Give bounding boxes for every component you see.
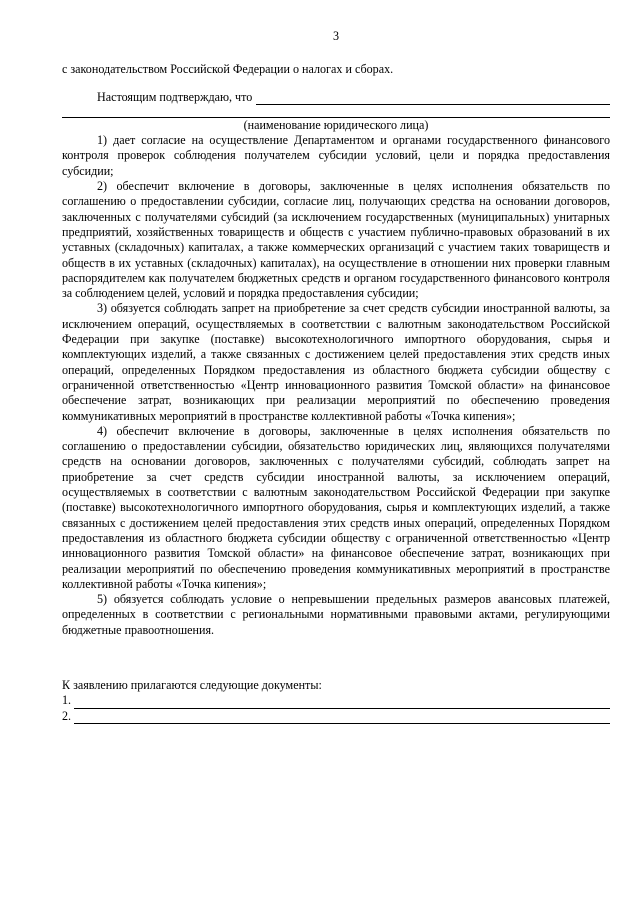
confirm-row <box>62 90 610 105</box>
attachment-row-1 <box>62 693 610 708</box>
attachment-blank-1[interactable] <box>74 696 610 709</box>
clause-3: 3) обязуется соблюдать запрет на приобретение за счет средств субсидии иностранной валюты, за исключением операций, осуществляемых в соответствии с валютным законодательством Российской Федерации при закупке (поставке) высокотехнологичного импортного оборудования, сырья и комплектующих изделий, а также связанных с достижением целей предоставления этих средств иных операций, определенных Порядком предоставления из областного бюджета субсидии обществу с ограниченной ответственностью «Центр инновационного развития Томской области» на финансовое обеспечение затрат, возникающих при реализации мероприятий по обеспечению проведения коммуникативных мероприятий в пространстве коллективной работы «Точка кипения»; <box>62 301 610 423</box>
entity-name-blank[interactable] <box>256 92 610 105</box>
attachments-heading: К заявлению прилагаются следующие документы: <box>62 677 322 692</box>
page-number: 3 <box>332 29 340 43</box>
entity-name-blank-continuation[interactable] <box>62 105 610 118</box>
attachment-blank-2[interactable] <box>74 711 610 724</box>
clause-5: 5) обязуется соблюдать условие о непревышении предельных размеров авансовых платежей, определенных в соответствии с региональными нормативными правовыми актами, регулирующими бюджетные правоотношения. <box>62 592 610 637</box>
clause-2: 2) обеспечит включение в договоры, заключенные в целях исполнения обязательств по соглашению о предоставлении субсидии, согласие лиц, получающих средства на основании договоров, заключенных с получателями субсидий (за исключением государственных (муниципальных) унитарных предприятий, хозяйственных товариществ и обществ с участием публично-правовых образований в их уставных (складочных) капиталах, а также коммерческих организаций с участием таких товариществ и обществ в их уставных (складочных) капиталах), на осуществление в отношении них проверки главным распорядителем как получателем бюджетных средств и органом государственного финансового контроля за соблюдением целей, условий и порядка предоставления субсидии; <box>62 179 610 301</box>
attachment-number: 1. <box>62 693 72 708</box>
clause-4: 4) обеспечит включение в договоры, заключенные в целях исполнения обязательств по соглашению о предоставлении субсидии, обязательство юридических лиц, являющихся получателями средств на основании договоров, заключенных с получателями субсидий, соблюдать запрет на приобретение за счет средств субсидии иностранной валюты, за исключением операций, осуществляемых в соответствии с валютным законодательством Российской Федерации при закупке (поставке) высокотехнологичного импортного оборудования, сырья и комплектующих изделий, а также связанных с достижением целей предоставления этих средств иных операций, определенных Порядком предоставления из областного бюджета субсидии обществу с ограниченной ответственностью «Центр инновационного развития Томской области» на финансовое обеспечение затрат, возникающих при реализации мероприятий по обеспечению проведения коммуникативных мероприятий в пространстве коллективной работы «Точка кипения»; <box>62 423 610 591</box>
attachment-number: 2. <box>62 708 72 723</box>
confirm-label: Настоящим подтверждаю, что <box>97 89 253 104</box>
attachment-row-2 <box>62 709 610 724</box>
entity-caption: (наименование юридического лица) <box>243 117 429 132</box>
clause-1: 1) дает согласие на осуществление Департаментом и органами государственного финансового контроля проверок соблюдения получателем субсидии условий, цели и порядка предоставления субсидии; <box>62 133 610 178</box>
intro-line: с законодательством Российской Федерации о налогах и сборах. <box>62 62 394 77</box>
